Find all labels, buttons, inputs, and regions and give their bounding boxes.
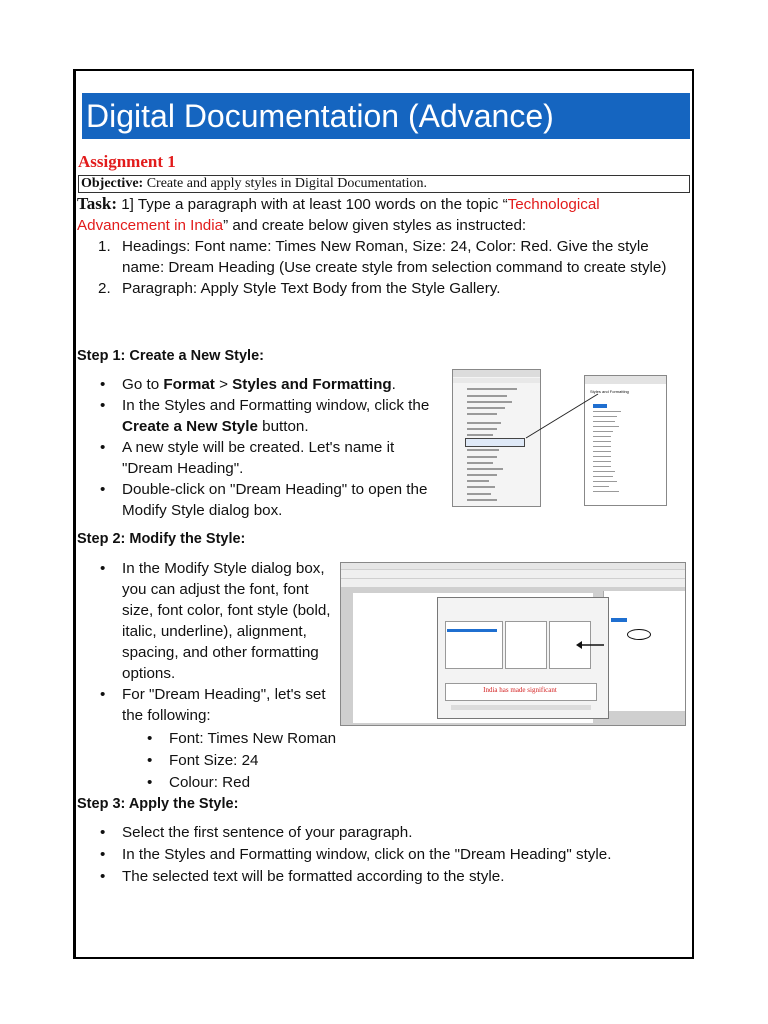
- modify-style-screenshot: India has made significant: [340, 562, 686, 726]
- bullet-item: • A new style will be created. Let's name it "Dream Heading".: [100, 439, 395, 477]
- bullet-item: • Go to Format > Styles and Formatting.: [100, 376, 396, 393]
- bullet-item: • The selected text will be formatted according to the style.: [100, 868, 505, 885]
- objective-text: Create and apply styles in Digital Documentation.: [143, 176, 428, 191]
- task-topic: Technological Advancement in India: [77, 196, 600, 234]
- connector-arrow-icon: [524, 388, 604, 448]
- instruction-text: Headings: Font name: Times New Roman, Size: 24, Color: Red. Give the style name: Dream Heading (Use create style from selection command to create style): [122, 238, 667, 276]
- sub-bullet-item: • Colour: Red: [147, 774, 251, 791]
- step3-heading: Step 3: Apply the Style:: [77, 796, 239, 812]
- assignment-heading: Assignment 1: [78, 152, 176, 171]
- step2-bullets: [100, 558, 335, 726]
- bullet-item: • In the Styles and Formatting window, click on the "Dream Heading" style.: [100, 846, 612, 863]
- sub-bullet-item: • Font Size: 24: [147, 752, 259, 769]
- bullet-item: • Double-click on "Dream Heading" to open the Modify Style dialog box.: [100, 481, 428, 519]
- bullet-item: • In the Modify Style dialog box, you can adjust the font, font size, font color, font style (bold, italic, underline), alignment, spacing, and other formatting options.: [100, 560, 331, 682]
- instruction-text: Paragraph: Apply Style Text Body from the Style Gallery.: [122, 280, 501, 297]
- instruction-item: [98, 236, 690, 278]
- bullet-item: • In the Styles and Formatting window, click the Create a New Style button.: [100, 397, 430, 435]
- styles-panel-screenshot: Styles and Formatting: [584, 375, 667, 506]
- instruction-item: [98, 278, 690, 299]
- instruction-list: [98, 236, 690, 299]
- step1-heading: Step 1: Create a New Style:: [77, 348, 264, 364]
- page-title: Digital Documentation (Advance): [82, 93, 690, 139]
- task-text-before: 1] Type a paragraph with at least 100 words on the topic “: [117, 196, 508, 213]
- objective-label: Objective:: [81, 176, 144, 191]
- sub-bullet-item: • Font: Times New Roman: [147, 730, 337, 747]
- step3-bullets: [100, 822, 680, 888]
- instruction-number: 1.: [98, 238, 111, 255]
- bullet-item: • Select the first sentence of your paragraph.: [100, 824, 413, 841]
- instruction-number: 2.: [98, 280, 111, 297]
- step1-bullets: [100, 374, 435, 521]
- task-text-after: ” and create below given styles as instructed:: [223, 217, 527, 234]
- task-label: Task:: [77, 194, 118, 213]
- step2-sub-bullets: [147, 728, 336, 794]
- task-paragraph: [77, 193, 689, 236]
- bullet-item: • For "Dream Heading", let's set the following:: [100, 686, 326, 724]
- step2-heading: Step 2: Modify the Style:: [77, 531, 246, 547]
- objective-box: [78, 175, 690, 193]
